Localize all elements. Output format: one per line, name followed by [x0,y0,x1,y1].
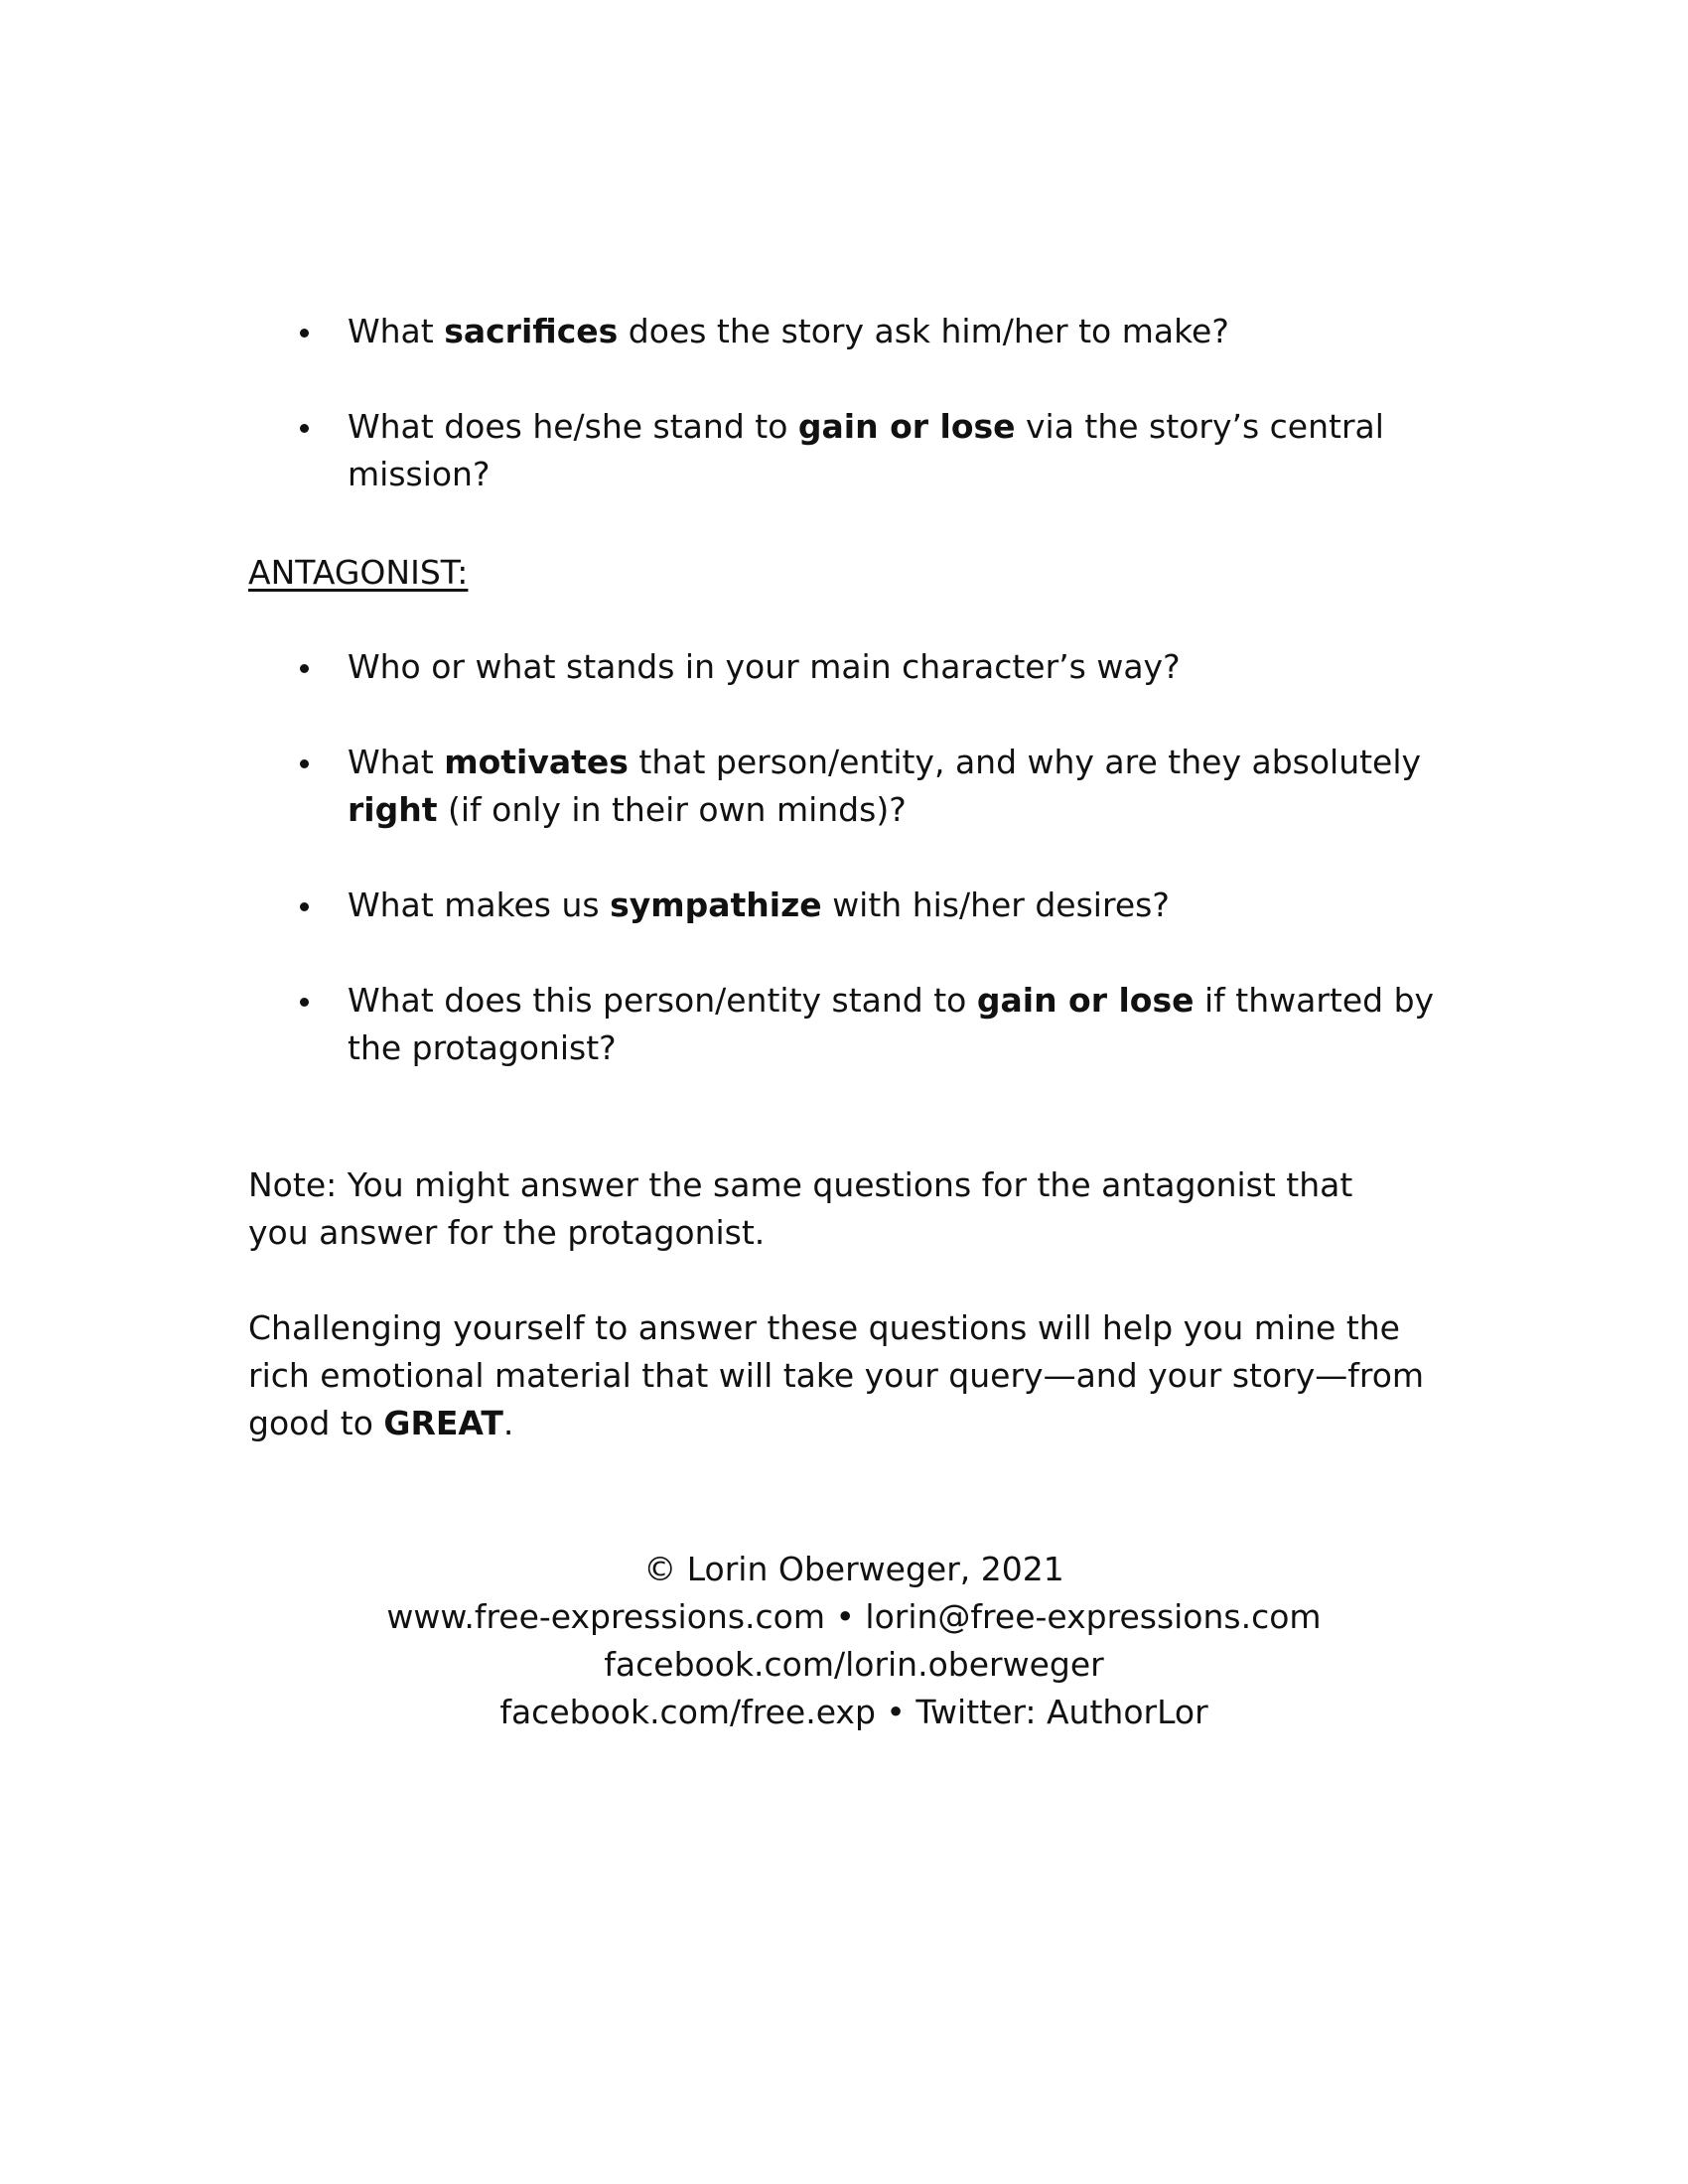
copyright-line: © Lorin Oberweger, 2021 [643,1550,1064,1588]
list-item-text: Who or what stands in your main character’s way? [348,647,1181,686]
footer-credits [248,1546,1460,1736]
website-email-line: www.free-expressions.com • lorin@free-expressions.com [386,1597,1322,1636]
bullet-icon [300,998,309,1007]
list-item-emphasis: sympathize [610,886,822,924]
closing-text: Challenging yourself to answer these questions will help you mine the rich emotional material that will take your query—and your story—from good to [248,1308,1425,1442]
facebook-personal-line: facebook.com/lorin.oberweger [604,1645,1104,1684]
list-item-text: What does he/she stand to [348,407,798,446]
list-item-emphasis: gain or lose [797,407,1016,446]
list-item-text: What makes us [348,886,611,924]
bullet-icon [300,664,309,673]
list-item-text: does the story ask him/her to make? [618,312,1229,350]
list-item [248,977,1470,1072]
list-item-text: What does this person/entity stand to [348,981,977,1020]
list-item-text: that person/entity, and why are they absolutely [628,743,1422,781]
bullet-icon [300,759,309,768]
bullet-icon [300,902,309,911]
antagonist-question-list [248,643,1460,1072]
list-item-text: What [348,312,445,350]
list-item-emphasis: sacrifices [444,312,619,350]
list-item [248,308,1460,355]
list-item-text: via the story’s central mission? [348,407,1384,493]
list-item-text: (if only in their own minds)? [437,790,907,829]
closing-emphasis: GREAT [383,1404,503,1442]
list-item-text: with his/her desires? [821,886,1170,924]
note-paragraph: Note: You might answer the same questions for the antagonist that you answer for the protagonist. [248,1165,1353,1252]
closing-text: . [502,1404,514,1442]
list-item-text: What [348,743,445,781]
protagonist-question-list [248,308,1460,498]
list-item-emphasis: gain or lose [976,981,1195,1020]
list-item [248,882,1460,929]
bullet-icon [300,329,309,338]
antagonist-heading: ANTAGONIST: [248,553,469,592]
list-item-text: if thwarted by the protagonist? [348,981,1435,1067]
bullet-icon [300,424,309,433]
list-item-emphasis: right [348,790,438,829]
list-item-emphasis: motivates [444,743,629,781]
list-item [248,643,1460,691]
list-item [248,739,1470,834]
list-item [248,403,1400,498]
closing-paragraph [248,1304,1440,1447]
social-line: facebook.com/free.exp • Twitter: AuthorLor [499,1693,1208,1731]
